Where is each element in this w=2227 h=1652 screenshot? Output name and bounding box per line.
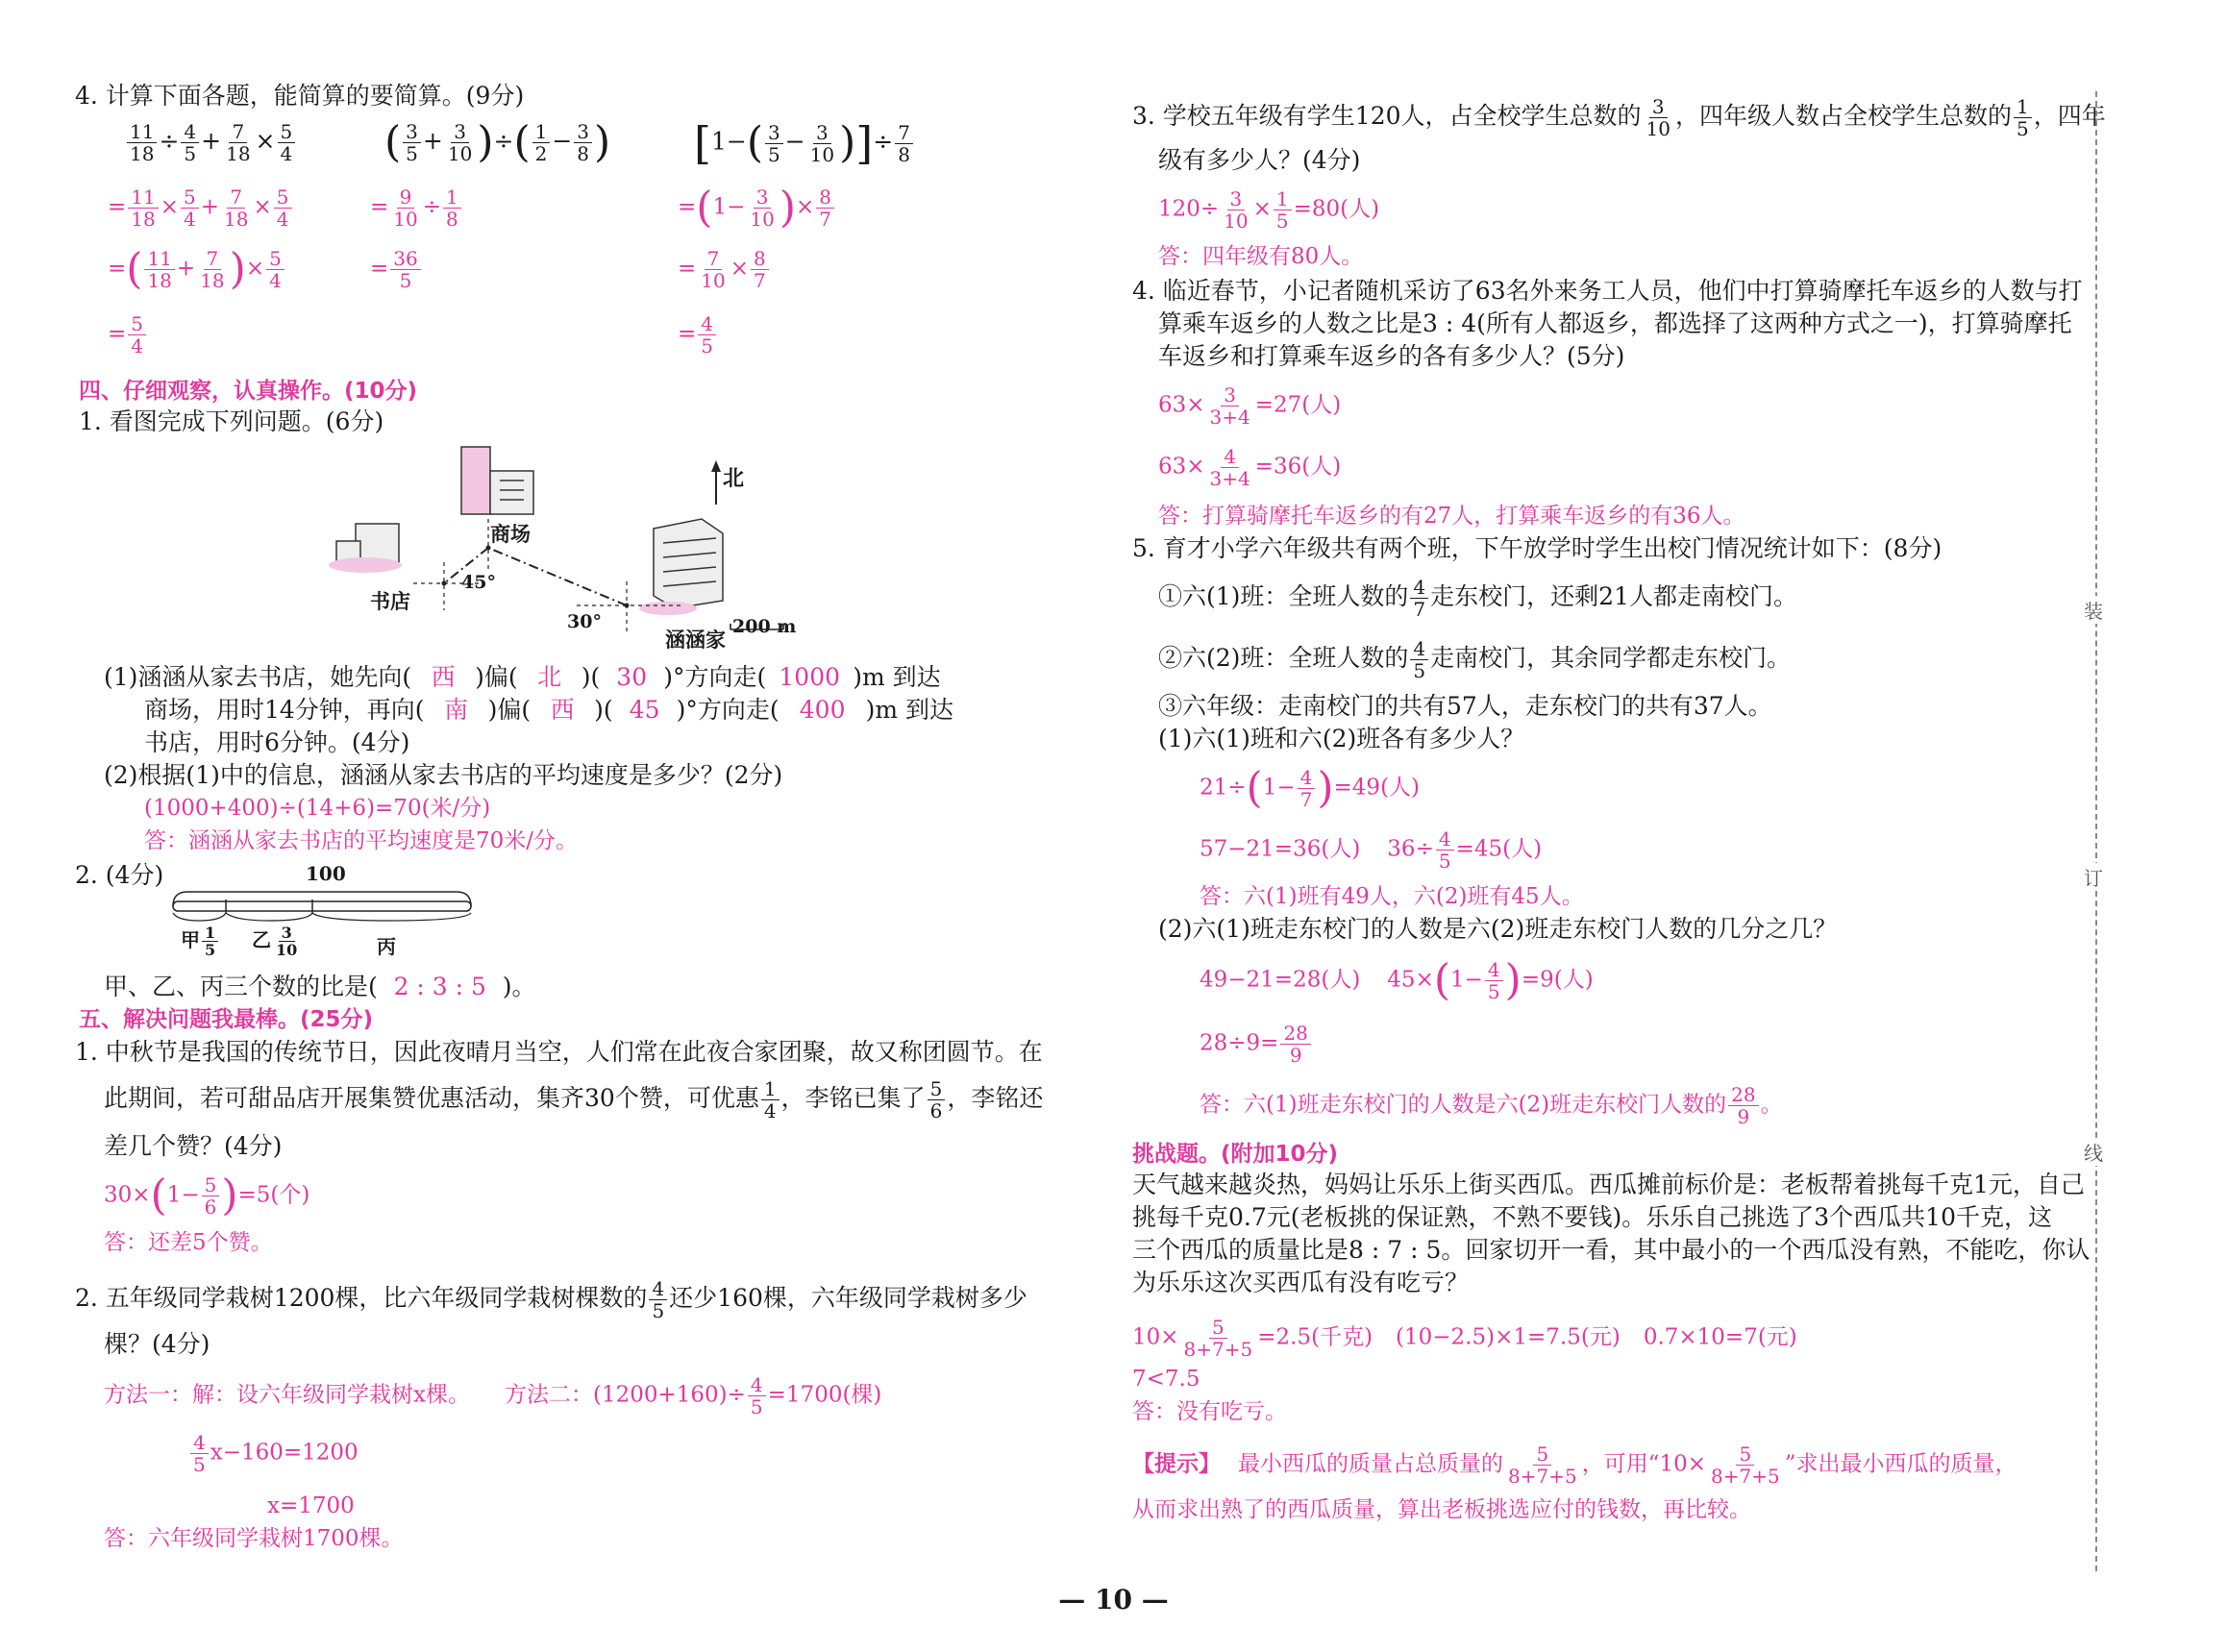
s4q1-part1-line1: (1)涵涵从家去书店，她先向( 西 )偏( 北 )( 30 )°方向走( 1000 )m 到达 [104, 663, 941, 691]
page-number: — 10 — [1058, 1584, 1169, 1615]
north-arrow-icon [711, 460, 721, 505]
s5q2-answer4: 答：六年级同学栽树1700棵。 [104, 1526, 404, 1551]
rq5-sub2-answer3: 答：六(1)班走东校门的人数是六(2)班走东校门人数的 $\frac{28}{9}$ 。 [1200, 1083, 1783, 1128]
bookstore-label: 书店 [370, 589, 410, 613]
s4q2-title: 2. (4分) [75, 861, 164, 889]
challenge-heading: 挑战题。(附加10分) [1132, 1142, 1339, 1167]
rq3-line1: 3. 学校五年级有学生120人，占全校学生总数的 $\frac{3}{10}$ ，四年级人数占全校学生总数的 $\frac{1}{5}$ ，四年 [1132, 95, 2106, 140]
s4q1-part2: (2)根据(1)中的信息，涵涵从家去书店的平均速度是多少？(2分) [104, 761, 783, 789]
scale-label: 200 m [732, 616, 797, 637]
rq5-sub2-answer1: 49−21=28(人) 45×(1− $\frac{4}{5}$ )=9(人) [1200, 955, 1594, 1005]
s5q1-answer2: 答：还差5个赞。 [104, 1230, 273, 1255]
s4q1-part1-line3: 书店，用时6分钟。(4分) [144, 728, 410, 756]
mall-label: 商场 [490, 522, 531, 546]
calc3-step2: = $\frac{7}{10}$ × $\frac{8}{7}$ [678, 248, 771, 291]
s4q1-part2-answer2: 答：涵涵从家去书店的平均速度是70米/分。 [144, 828, 579, 853]
rq3-answer1: 120÷ $\frac{3}{10}$ × $\frac{1}{5}$ =80(人) [1158, 187, 1380, 233]
calc1-problem: $\frac{11}{18}$ ÷ $\frac{4}{5}$ + $\frac{7}{18}$ × $\frac{5}{4}$ [125, 121, 297, 164]
binding-char-1: 装 [2084, 596, 2103, 624]
tip-line1: 【提示】 最小西瓜的质量占总质量的 $\frac{5}{8+7+5}$ ，可用“10× $\frac{5}{8+7+5}$ ”求出最小西瓜的质量， [1132, 1442, 2017, 1488]
challenge-answer3: 答：没有吃亏。 [1132, 1399, 1287, 1424]
s5q1-line3: 差几个赞？(4分) [104, 1132, 283, 1160]
segment-bing: 丙 [377, 935, 396, 958]
rq5-sub1: (1)六(1)班和六(2)班各有多少人？ [1158, 725, 1525, 752]
rq5-sub2-answer2: 28÷9= $\frac{28}{9}$ [1200, 1023, 1313, 1066]
s5q2-line1: 2. 五年级同学栽树1200棵，比六年级同学栽树棵数的 $\frac{4}{5}$ 还少160棵，六年级同学栽树多少 [75, 1277, 1027, 1322]
s4q1-part2-answer1: (1000+400)÷(14+6)=70(米/分) [144, 796, 491, 821]
rq5-sub1-answer2: 57−21=36(人) 36÷ $\frac{4}{5}$ =45(人) [1200, 827, 1543, 873]
angle-45-label: 45° [461, 572, 496, 593]
s5q2-answer2: $\frac{4}{5}$ x−160=1200 [188, 1432, 359, 1475]
calc1-result: = $\frac{5}{4}$ [108, 313, 148, 357]
challenge-line4: 为乐乐这次买西瓜有没有吃亏？ [1132, 1269, 1470, 1296]
challenge-line1: 天气越来越炎热，妈妈让乐乐上街买西瓜。西瓜摊前标价是：老板帮着挑每千克1元，自己 [1132, 1171, 2085, 1198]
calc2-step1: = $\frac{9}{10}$ ÷ $\frac{1}{8}$ [370, 186, 463, 230]
s5q1-answer1: 30×(1− $\frac{5}{6}$ )=5(个) [104, 1171, 310, 1221]
s4q1-part1-line2: 商场，用时14分钟，再向( 南 )偏( 西 )( 45 )°方向走( 400 )m 到达 [144, 696, 954, 724]
calc3-result: = $\frac{4}{5}$ [678, 313, 718, 357]
s5q2-answer3: x=1700 [267, 1493, 355, 1518]
tip-line2: 从而求出熟了的西瓜质量，算出老板挑选应付的钱数，再比较。 [1132, 1497, 1751, 1522]
angle-30-label: 30° [567, 611, 602, 632]
binding-dashed-line [2095, 91, 2097, 1571]
calc1-step1: = $\frac{11}{18}$ × $\frac{5}{4}$ + $\frac{7}{18}$ × $\frac{5}{4}$ [108, 186, 294, 230]
north-label: 北 [723, 466, 745, 491]
rq5-cond2: ②六(2)班：全班人数的 $\frac{4}{5}$ 走南校门，其余同学都走东校门。 [1158, 637, 1792, 682]
segment-total: 100 [306, 862, 346, 885]
home-label: 涵涵家 [665, 628, 726, 652]
home-building-icon [639, 519, 723, 615]
calc1-step2: =( $\frac{11}{18}$ + $\frac{7}{18}$ )× $\frac{5}{4}$ [108, 248, 286, 291]
challenge-answer2: 7<7.5 [1132, 1367, 1200, 1392]
s5q2-answer1: 方法一：解：设六年级同学栽树x棵。 方法二：(1200+160)÷ $\frac{4}{5}$ =1700(棵) [104, 1373, 882, 1418]
segment-jia: 甲 $\frac{1}{5}$ [181, 925, 220, 958]
rq4-line2: 算乘车返乡的人数之比是3 : 4(所有人都返乡，都选择了这两种方式之一)，打算骑摩托 [1158, 309, 2072, 337]
s5q1-line2: 此期间，若可甜品店开展集赞优惠活动，集齐30个赞，可优惠 $\frac{1}{4}$ ，李铭已集了 $\frac{5}{6}$ ，李铭还 [104, 1077, 1044, 1122]
q4-title: 4. 计算下面各题，能简算的要简算。(9分) [75, 82, 525, 110]
rq4-line3: 车返乡和打算乘车返乡的各有多少人？(5分) [1158, 342, 1625, 370]
calc2-problem: ( $\frac{3}{5}$ + $\frac{3}{10}$ )÷( $\frac{1}{2}$ − $\frac{3}{8}$ ) [384, 117, 611, 167]
s5q2-line2: 棵？(4分) [104, 1330, 210, 1358]
bookstore-building-icon [329, 524, 402, 573]
section4-heading: 四、仔细观察，认真操作。(10分) [79, 379, 418, 404]
calc3-problem: [1−( $\frac{3}{5}$ − $\frac{3}{10}$ )]÷ $\frac{7}{8}$ [694, 121, 915, 165]
segment-yi: 乙 $\frac{3}{10}$ [252, 924, 298, 959]
rq4-answer3: 答：打算骑摩托车返乡的有27人，打算乘车返乡的有36人。 [1158, 504, 1745, 529]
rq4-line1: 4. 临近春节，小记者随机采访了63名外来务工人员，他们中打算骑摩托车返乡的人数与打 [1132, 277, 2083, 305]
rq4-answer1: 63× $\frac{3}{3+4}$ =27(人) [1158, 383, 1342, 429]
binding-char-2: 订 [2084, 863, 2103, 891]
mall-building-icon [461, 447, 533, 514]
challenge-line2: 挑每千克0.7元(老板挑的保证熟，不熟不要钱)。乐乐自己挑选了3个西瓜共10千克，这 [1132, 1203, 2052, 1231]
rq5-sub1-answer1: 21÷(1− $\frac{4}{7}$ )=49(人) [1200, 763, 1421, 813]
rq3-answer2: 答：四年级有80人。 [1158, 244, 1364, 269]
rq5-sub1-answer3: 答：六(1)班有49人，六(2)班有45人。 [1200, 884, 1584, 909]
rq5-sub2: (2)六(1)班走东校门的人数是六(2)班走东校门人数的几分之几？ [1158, 915, 1838, 943]
rq5-cond3: ③六年级：走南校门的共有57人，走东校门的共有37人。 [1158, 692, 1772, 720]
rq3-line2: 级有多少人？(4分) [1158, 146, 1361, 174]
challenge-answer1: 10× $\frac{5}{8+7+5}$ =2.5(千克) (10−2.5)×1=7.5(元) 0.7×10=7(元) [1132, 1316, 1797, 1361]
binding-char-3: 线 [2084, 1138, 2103, 1166]
calc3-step1: =(1− $\frac{3}{10}$ )× $\frac{8}{7}$ [678, 186, 836, 230]
challenge-line3: 三个西瓜的质量比是8 : 7 : 5。回家切开一看，其中最小的一个西瓜没有熟，不能吃，你认 [1132, 1236, 2091, 1264]
rq5-cond1: ①六(1)班：全班人数的 $\frac{4}{7}$ 走东校门，还剩21人都走南校门。 [1158, 576, 1797, 621]
rq5-line1: 5. 育才小学六年级共有两个班，下午放学时学生出校门情况统计如下：(8分) [1132, 534, 1942, 562]
calc2-result: = $\frac{36}{5}$ [370, 248, 423, 291]
rq4-answer2: 63× $\frac{4}{3+4}$ =36(人) [1158, 445, 1342, 490]
s4q2-ratio: 甲、乙、丙三个数的比是( 2 : 3 : 5 )。 [104, 973, 536, 1000]
section5-heading: 五、解决问题我最棒。(25分) [79, 1007, 374, 1032]
s4q1-title: 1. 看图完成下列问题。(6分) [79, 407, 384, 435]
s5q1-line1: 1. 中秋节是我国的传统节日，因此夜晴月当空，人们常在此夜合家团聚，故又称团圆节。在 [75, 1038, 1043, 1066]
